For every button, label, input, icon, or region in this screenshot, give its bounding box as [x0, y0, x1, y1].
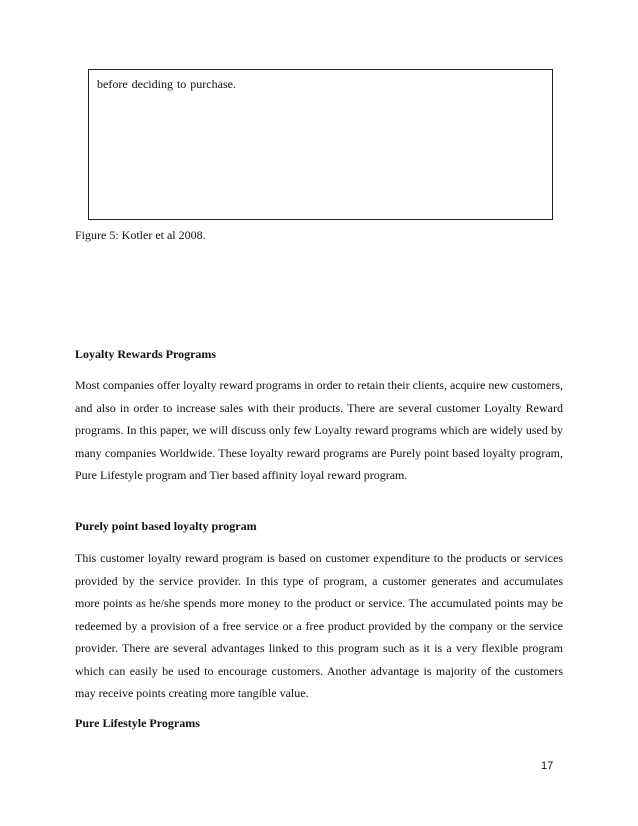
- section-heading-point-based: Purely point based loyalty program: [75, 519, 257, 533]
- section-body-loyalty-rewards: Most companies offer loyalty reward programs in order to retain their clients, acquire new customers, and also in order to increase sales with their products. There are several customer Loyalty Reward programs. In this paper, we will discuss only few Loyalty reward programs which are widely used by many companies Worldwide. These loyalty reward programs are Purely point based loyalty program, Pure Lifestyle program and Tier based affinity loyal reward program.: [75, 378, 563, 482]
- figure-caption: Figure 5: Kotler et al 2008.: [75, 228, 206, 242]
- figure-box: [88, 69, 553, 220]
- page-number: 17: [541, 760, 554, 772]
- section-body-point-based: This customer loyalty reward program is based on customer expenditure to the products or services provided by the service provider. In this type of program, a customer generates and accumulates more points as he/she spends more money to the product or service. The accumulated points may be redeemed by a provision of a free service or a free product provided by the company or the service provider. There are several advantages linked to this program such as it is a very flexible program which can easily be used to encourage customers. Another advantage is majority of the customers may receive points creating more tangible value.: [75, 551, 563, 700]
- section-heading-loyalty-rewards: Loyalty Rewards Programs: [75, 347, 217, 361]
- figure-box-text: before deciding to purchase.: [97, 77, 236, 91]
- section-heading-lifestyle: Pure Lifestyle Programs: [75, 716, 200, 730]
